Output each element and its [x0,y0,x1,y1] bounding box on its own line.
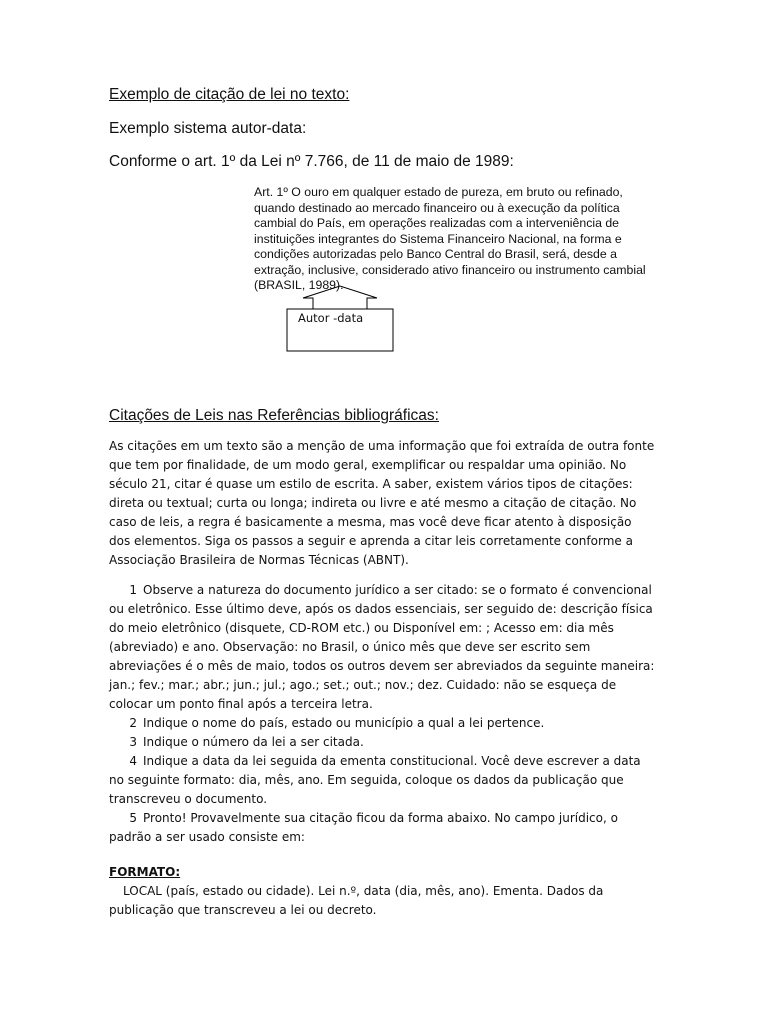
paragraph-text: As citações em um texto são a menção de uma informação que foi extraída de outra fonte que tem por finalidade, de um modo geral, exemplificar ou respaldar uma opinião. No século 21, citar é quase um estilo de escrita. A saber, existem vários tipos de citações: direta ou textual; curta ou longa; indireta ou livre e até mesmo a citação de citação. No caso de leis, a regra é basicamente a mesma, mas você deve ficar atento à disposição dos elementos. Siga os passos a seguir e aprenda a citar leis corretamente conforme a Associação Brasileira de Normas Técnicas (ABNT). [109,439,655,567]
list-item [109,714,655,733]
step-number: 2 [129,716,137,730]
formato-block [109,863,655,920]
step-number: 1 [129,583,137,597]
section-title-lei-no-texto: Exemplo de citação de lei no texto: [109,86,350,103]
intro-paragraph [109,437,655,570]
step-text: Indique o número da lei a ser citada. [143,735,364,749]
list-item [109,752,655,809]
formato-title: FORMATO: [109,865,181,879]
steps-list [109,581,655,847]
step-text: Pronto! Provavelmente sua citação ficou da forma abaixo. No campo jurídico, o padrão a ser usado consiste em: [109,811,618,844]
list-item [109,581,655,714]
formato-text: LOCAL (país, estado ou cidade). Lei n.º, data (dia, mês, ano). Ementa. Dados da publicação que transcreveu a lei ou decreto. [109,884,604,917]
autor-data-label: Autor -data [298,311,364,325]
law-quote: Art. 1º O ouro em qualquer estado de pureza, em bruto ou refinado, quando destinado ao mercado financeiro ou à execução da política cambial do País, em operações realizadas com a interveniência de instituições integrantes do Sistema Financeiro Nacional, na forma e condições autorizadas pelo Banco Central do Brasil, será, desde a extração, inclusive, considerado ativo financeiro ou instrumento cambial (BRASIL, 1989). [254,185,646,292]
formato-line [109,882,655,920]
step-number: 3 [129,735,137,749]
list-item [109,809,655,847]
subtitle-autor-data: Exemplo sistema autor-data: [109,120,307,137]
step-text: Indique a data da lei seguida da ementa constitucional. Você deve escrever a data no seguinte formato: dia, mês, ano. Em seguida, coloque os dados da publicação que transcreveu o documento. [109,754,641,806]
step-number: 5 [129,811,137,825]
law-intro: Conforme o art. 1º da Lei nº 7.766, de 11 de maio de 1989: [109,153,514,170]
list-item [109,733,655,752]
section-title-referencias: Citações de Leis nas Referências bibliográficas: [109,407,439,424]
step-text: Observe a natureza do documento jurídico a ser citado: se o formato é convencional ou eletrônico. Esse último deve, após os dados essenciais, ser seguido de: descrição física do meio eletrônico (disquete, CD-ROM etc.) ou Disponível em: ; Acesso em: dia mês (abreviado) e ano. Observação: no Brasil, o único mês que deve ser escrito sem abreviações é o mês de maio, todos os outros devem ser abreviados da seguinte maneira: jan.; fev.; mar.; abr.; jun.; jul.; ago.; set.; out.; nov.; dez. Cuidado: não se esqueça de colocar um ponto final após a terceira letra. [109,583,655,711]
step-text: Indique o nome do país, estado ou município a qual a lei pertence. [143,716,545,730]
step-number: 4 [129,754,137,768]
